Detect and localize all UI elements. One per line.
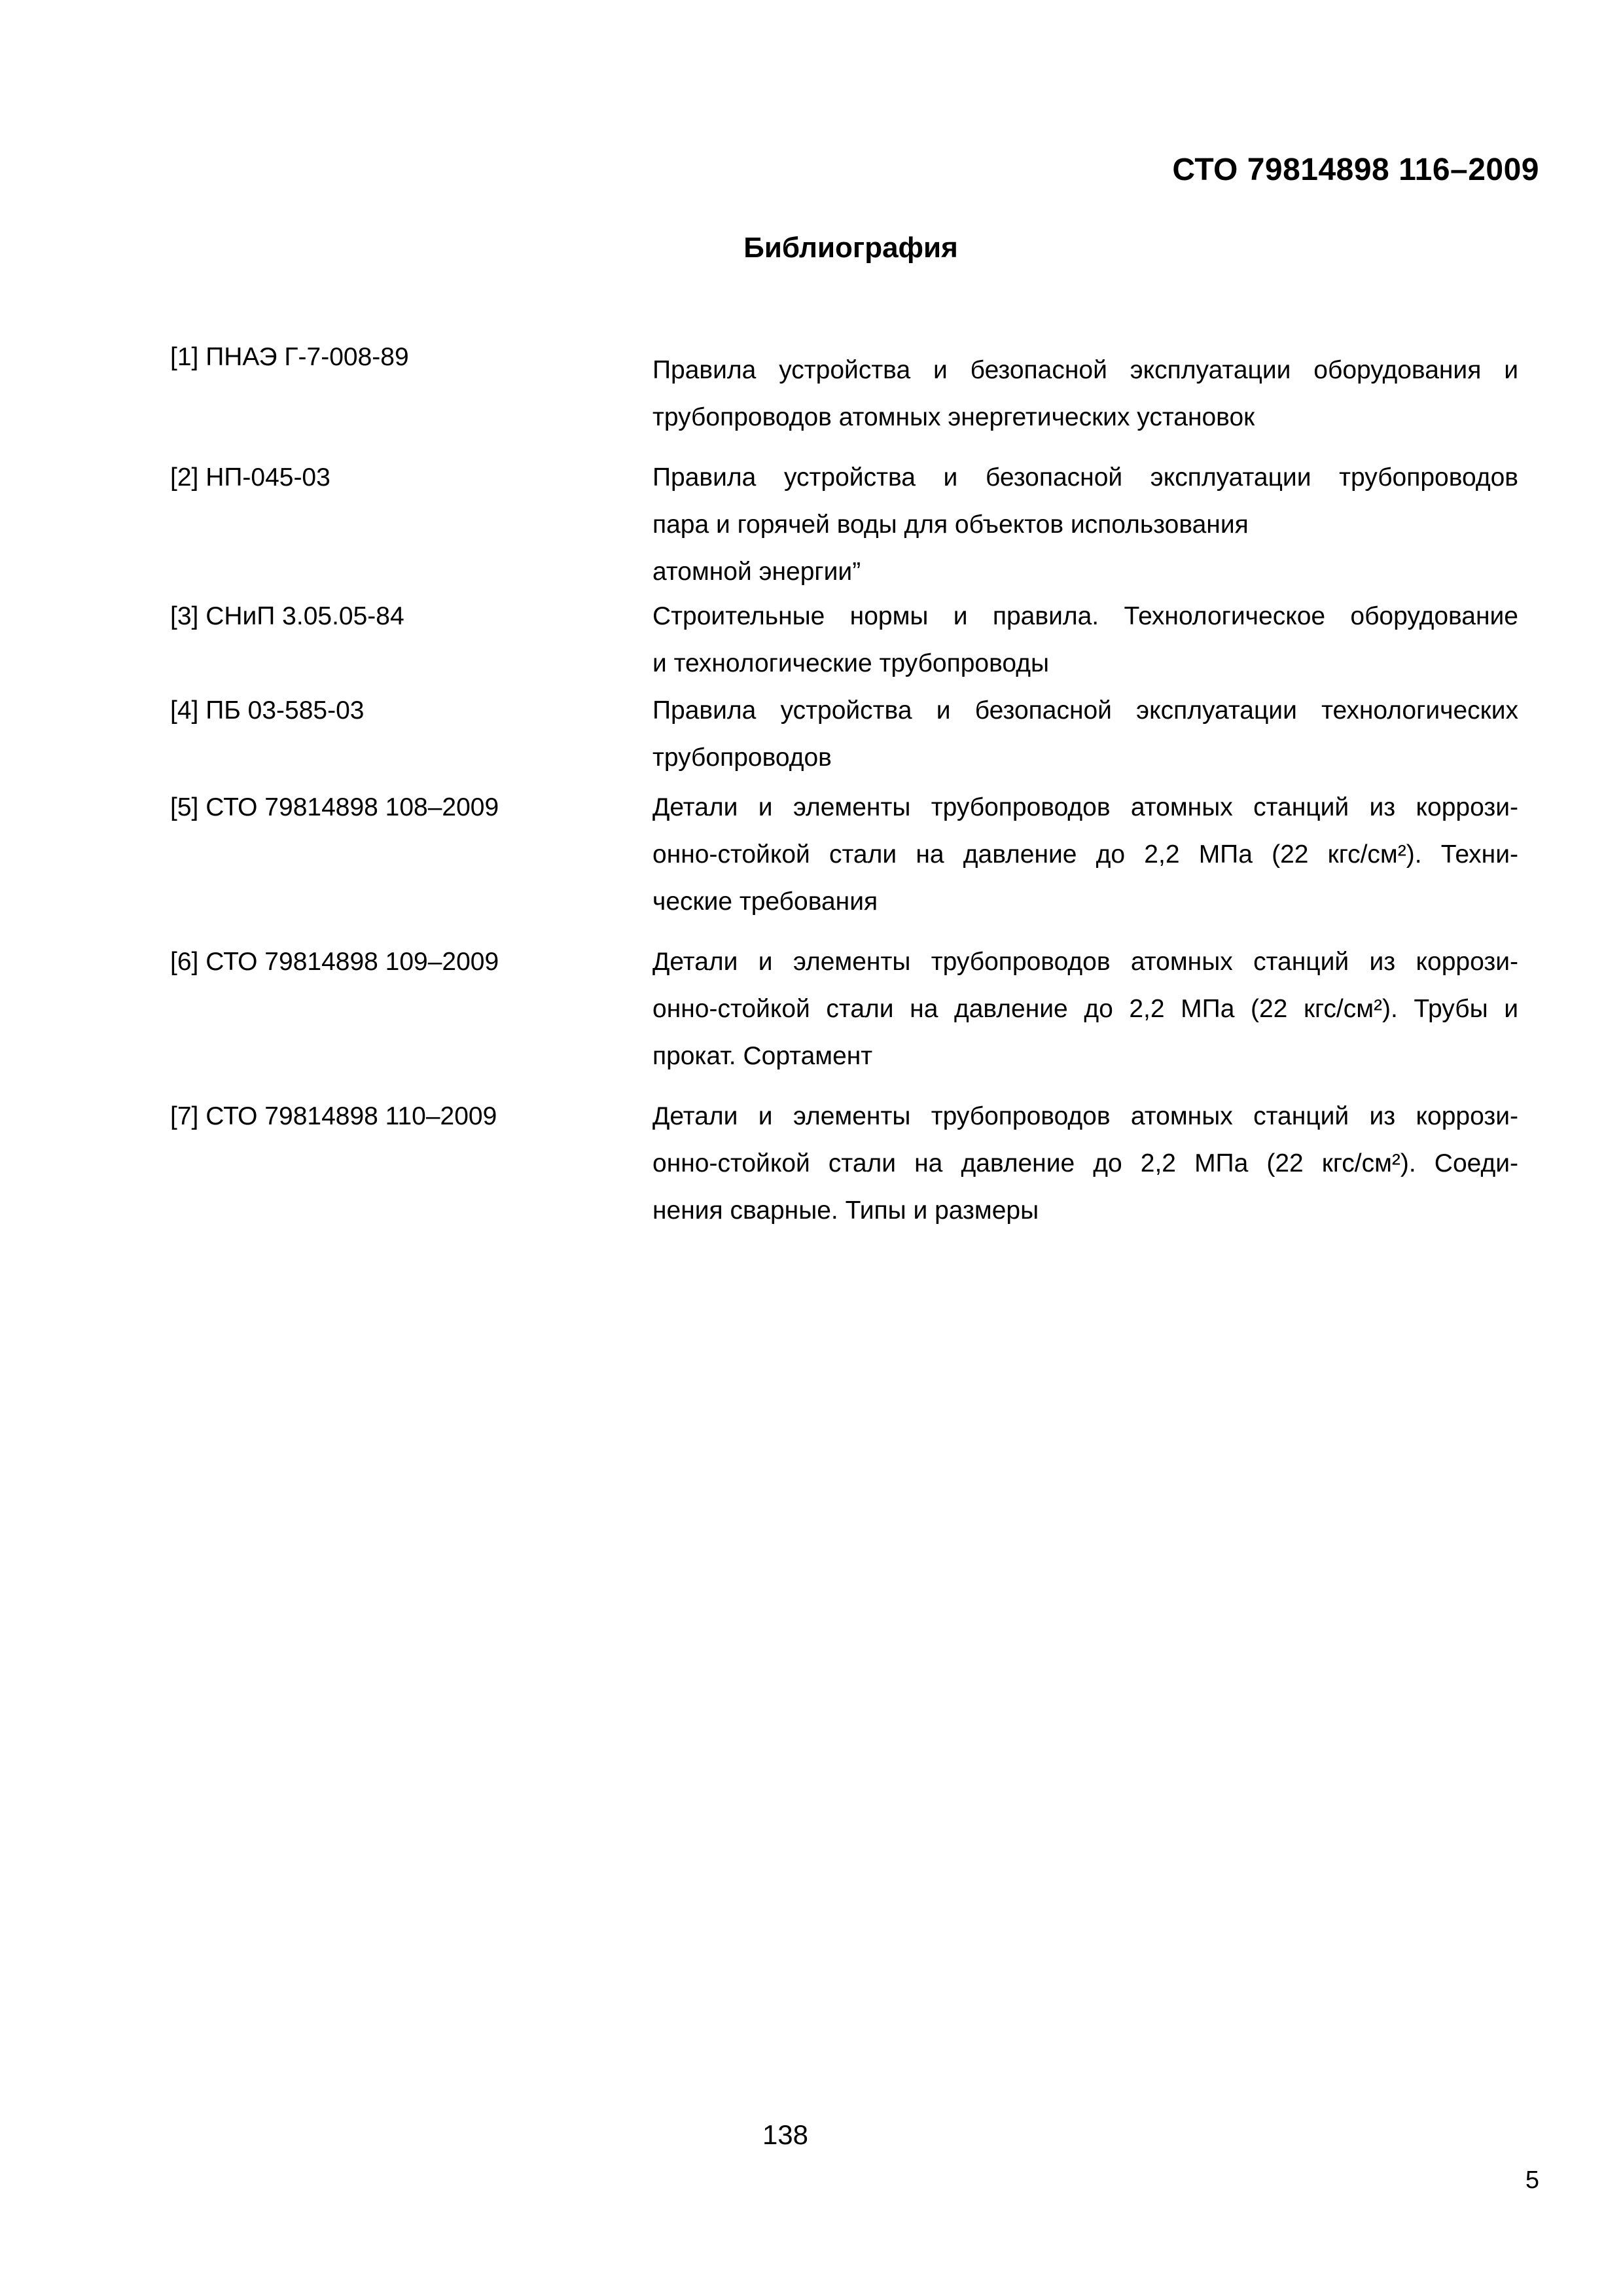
bibliography-entry: [170, 454, 1518, 596]
bibliography-description: [652, 454, 1518, 596]
bibliography-entry: [170, 939, 1518, 1080]
bibliography-description: [652, 1093, 1518, 1234]
bibliography-ref: [5] СТО 79814898 108–2009: [170, 793, 499, 821]
description-line: трубопроводов: [652, 744, 832, 772]
description-line: Правила устройства и безопасной эксплуатации оборудования и: [652, 356, 1518, 384]
sheet-number: 5: [1525, 2166, 1539, 2194]
description-line: нения сварные. Типы и размеры: [652, 1196, 1039, 1225]
description-line: онно-стойкой стали на давление до 2,2 МПа (22 кгс/см²). Соеди-: [652, 1149, 1518, 1177]
page-number: 138: [762, 2119, 809, 2150]
bibliography-entry: [170, 687, 1518, 781]
description-line: Детали и элементы трубопроводов атомных станций из коррози-: [652, 948, 1518, 976]
description-line: Детали и элементы трубопроводов атомных станций из коррози-: [652, 1102, 1518, 1130]
description-line: ческие требования: [652, 888, 878, 916]
bibliography-list: [170, 334, 1518, 1234]
document-code: СТО 79814898 116–2009: [1172, 152, 1539, 187]
bibliography-description: [652, 687, 1518, 781]
section-title: Библиография: [743, 232, 958, 264]
bibliography-description: [652, 784, 1518, 925]
bibliography-description: [652, 334, 1518, 441]
bibliography-ref: [4] ПБ 03-585-03: [170, 696, 365, 725]
description-line: онно-стойкой стали на давление до 2,2 МПа (22 кгс/см²). Трубы и: [652, 995, 1518, 1023]
description-line: Строительные нормы и правила. Технологическое оборудование: [652, 602, 1518, 630]
bibliography-ref: [1] ПНАЭ Г-7-008-89: [170, 343, 409, 371]
description-line: онно-стойкой стали на давление до 2,2 МПа (22 кгс/см²). Техни-: [652, 840, 1518, 869]
bibliography-ref: [7] СТО 79814898 110–2009: [170, 1102, 497, 1130]
bibliography-ref: [2] НП-045-03: [170, 463, 330, 492]
description-line: Правила устройства и безопасной эксплуатации трубопроводов: [652, 463, 1518, 492]
bibliography-ref: [3] СНиП 3.05.05-84: [170, 602, 404, 630]
bibliography-entry: [170, 334, 1518, 441]
description-line: Детали и элементы трубопроводов атомных станций из коррози-: [652, 793, 1518, 821]
description-line: трубопроводов атомных энергетических установок: [652, 403, 1255, 431]
bibliography-entry: [170, 1093, 1518, 1234]
description-line: и технологические трубопроводы: [652, 649, 1050, 677]
description-line: пара и горячей воды для объектов использования: [652, 511, 1249, 539]
bibliography-description: [652, 593, 1518, 687]
bibliography-entry: [170, 784, 1518, 925]
bibliography-description: [652, 939, 1518, 1080]
bibliography-entry: [170, 593, 1518, 687]
description-line: атомной энергии”: [652, 558, 861, 586]
bibliography-ref: [6] СТО 79814898 109–2009: [170, 948, 499, 976]
description-line: прокат. Сортамент: [652, 1042, 873, 1070]
description-line: Правила устройства и безопасной эксплуатации технологических: [652, 696, 1518, 725]
